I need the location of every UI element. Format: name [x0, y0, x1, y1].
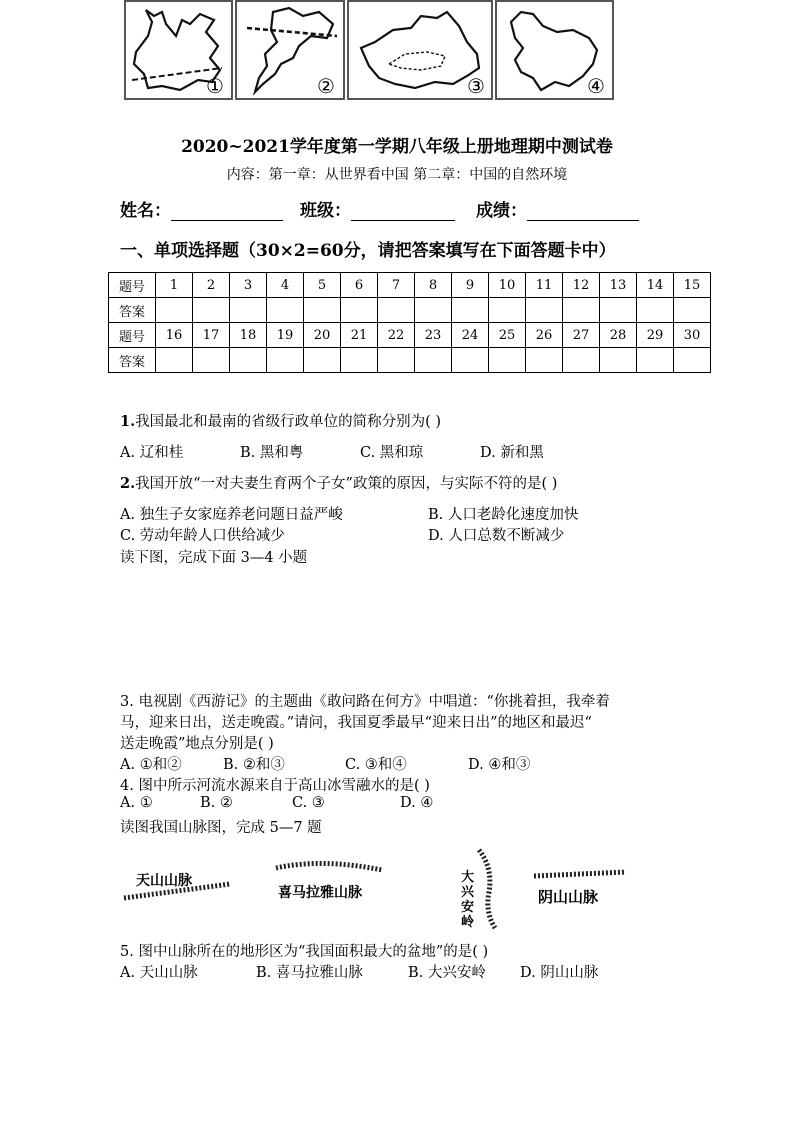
q1-option-a[interactable]: A. 辽和桂 [120, 445, 184, 461]
answer-cell[interactable] [341, 298, 378, 323]
table-row-answers-2 [109, 348, 711, 373]
num-cell: 3 [230, 273, 267, 298]
num-cell: 14 [637, 273, 674, 298]
answer-cell[interactable] [378, 348, 415, 373]
num-cell: 27 [563, 323, 600, 348]
daxinganling-char-3: 安 [461, 900, 475, 915]
num-cell: 11 [526, 273, 563, 298]
q3-option-c[interactable]: C. ③和④ [345, 757, 407, 773]
q3-option-a[interactable]: A. ①和② [120, 757, 182, 773]
map-4 [495, 0, 614, 100]
num-cell: 29 [637, 323, 674, 348]
answer-cell[interactable] [156, 298, 193, 323]
class-label: 班级： [300, 201, 351, 221]
question-3-line-1: 3. 电视剧《西游记》的主题曲《敢问路在何方》中唱道：“你挑着担，我牵着 [120, 694, 610, 710]
section-heading: 一、单项选择题（30×2=60分，请把答案填写在下面答题卡中） [120, 241, 616, 261]
q-label-cell: 题号 [109, 323, 156, 348]
name-field [120, 196, 283, 221]
q2-option-c[interactable]: C. 劳动年龄人口供给减少 [120, 528, 285, 544]
answer-cell[interactable] [563, 298, 600, 323]
q5-option-a[interactable]: A. 天山山脉 [120, 965, 198, 981]
num-cell: 24 [452, 323, 489, 348]
q3-option-b[interactable]: B. ②和③ [223, 757, 285, 773]
answer-cell[interactable] [230, 298, 267, 323]
num-cell: 23 [415, 323, 452, 348]
answer-cell[interactable] [230, 348, 267, 373]
q4-option-a[interactable]: A. ① [120, 795, 153, 811]
num-cell: 9 [452, 273, 489, 298]
answer-cell[interactable] [304, 348, 341, 373]
answer-cell[interactable] [415, 348, 452, 373]
tianshan-label: 天山山脉 [136, 873, 192, 889]
num-cell: 28 [600, 323, 637, 348]
yinshan-figure [530, 860, 630, 910]
answer-cell[interactable] [526, 348, 563, 373]
num-cell: 25 [489, 323, 526, 348]
score-field [476, 196, 639, 221]
map-3 [347, 0, 493, 100]
question-1-number: 1. [120, 413, 136, 430]
question-2-stem [120, 472, 557, 493]
map-1-label: ① [206, 74, 224, 98]
q-label-cell: 题号 [109, 273, 156, 298]
answer-cell[interactable] [267, 348, 304, 373]
q5-option-c[interactable]: B. 大兴安岭 [408, 965, 486, 981]
answer-cell[interactable] [600, 348, 637, 373]
q1-option-c[interactable]: C. 黑和琼 [360, 445, 424, 461]
answer-cell[interactable] [563, 348, 600, 373]
name-label: 姓名： [120, 201, 171, 221]
num-cell: 19 [267, 323, 304, 348]
exam-title: 2020~2021学年度第一学期八年级上册地理期中测试卷 [181, 137, 613, 157]
answer-cell[interactable] [341, 348, 378, 373]
num-cell: 6 [341, 273, 378, 298]
q3-option-d[interactable]: D. ④和③ [468, 757, 531, 773]
question-3-line-3: 送走晚霞”地点分别是( ) [120, 736, 274, 752]
num-cell: 15 [674, 273, 711, 298]
daxinganling-label [461, 870, 474, 930]
answer-cell[interactable] [452, 348, 489, 373]
num-cell: 16 [156, 323, 193, 348]
answer-cell[interactable] [452, 298, 489, 323]
himalaya-figure [272, 858, 387, 908]
question-1-text: 我国最北和最南的省级行政单位的简称分别为( ) [135, 414, 442, 430]
name-blank[interactable] [171, 202, 283, 221]
answer-cell[interactable] [378, 298, 415, 323]
num-cell: 12 [563, 273, 600, 298]
map-instruction-2: 读图我国山脉图，完成 5—7 题 [120, 820, 322, 836]
q4-option-c[interactable]: C. ③ [292, 795, 325, 811]
q5-option-b[interactable]: B. 喜马拉雅山脉 [256, 965, 363, 981]
num-cell: 7 [378, 273, 415, 298]
a-label-cell: 答案 [109, 298, 156, 323]
answer-cell[interactable] [637, 298, 674, 323]
num-cell: 18 [230, 323, 267, 348]
num-cell: 22 [378, 323, 415, 348]
answer-cell[interactable] [489, 348, 526, 373]
question-1-stem [120, 410, 441, 431]
question-4-stem: 4. 图中所示河流水源来自于高山冰雪融水的是( ) [120, 778, 430, 794]
answer-cell[interactable] [674, 298, 711, 323]
num-cell: 26 [526, 323, 563, 348]
score-label: 成绩： [476, 201, 527, 221]
score-blank[interactable] [527, 202, 639, 221]
q5-option-d[interactable]: D. 阴山山脉 [520, 965, 599, 981]
table-row-numbers-1 [109, 273, 711, 298]
answer-table [108, 272, 711, 373]
map-2-label: ② [317, 74, 335, 98]
num-cell: 10 [489, 273, 526, 298]
q4-option-d[interactable]: D. ④ [400, 795, 434, 811]
tianshan-figure [120, 860, 235, 905]
map-instruction-1: 读下图，完成下面 3—4 小题 [120, 550, 308, 566]
num-cell: 17 [193, 323, 230, 348]
answer-cell[interactable] [489, 298, 526, 323]
map-1 [124, 0, 233, 100]
class-blank[interactable] [351, 202, 455, 221]
q4-option-b[interactable]: B. ② [200, 795, 233, 811]
q2-option-a[interactable]: A. 独生子女家庭养老问题日益严峻 [120, 507, 343, 523]
answer-cell[interactable] [193, 348, 230, 373]
num-cell: 5 [304, 273, 341, 298]
num-cell: 13 [600, 273, 637, 298]
question-3-line-2: 马，迎来日出，送走晚霞。”请问，我国夏季最早“迎来日出”的地区和最迟“ [120, 715, 592, 731]
map-4-label: ④ [587, 74, 605, 98]
q2-option-d[interactable]: D. 人口总数不断减少 [428, 528, 565, 544]
a-label-cell: 答案 [109, 348, 156, 373]
table-row-numbers-2 [109, 323, 711, 348]
daxinganling-figure [455, 848, 505, 930]
answer-cell[interactable] [600, 298, 637, 323]
answer-cell[interactable] [674, 348, 711, 373]
answer-cell[interactable] [637, 348, 674, 373]
num-cell: 21 [341, 323, 378, 348]
daxinganling-char-2: 兴 [461, 885, 475, 900]
answer-cell[interactable] [415, 298, 452, 323]
num-cell: 4 [267, 273, 304, 298]
question-2-text: 我国开放“一对夫妻生育两个子女”政策的原因，与实际不符的是( ) [135, 476, 558, 492]
q2-option-b[interactable]: B. 人口老龄化速度加快 [428, 507, 579, 523]
question-2-number: 2. [120, 475, 136, 492]
num-cell: 8 [415, 273, 452, 298]
yinshan-label: 阴山山脉 [538, 888, 599, 906]
class-field [300, 196, 455, 221]
daxinganling-char-4: 岭 [461, 915, 475, 930]
answer-cell[interactable] [267, 298, 304, 323]
num-cell: 20 [304, 323, 341, 348]
exam-subtitle: 内容：第一章：从世界看中国 第二章：中国的自然环境 [226, 167, 568, 183]
map-2 [235, 0, 345, 100]
daxinganling-char-1: 大 [461, 870, 475, 885]
himalaya-label: 喜马拉雅山脉 [278, 885, 362, 901]
answer-cell[interactable] [156, 348, 193, 373]
answer-cell[interactable] [526, 298, 563, 323]
map-3-label: ③ [467, 74, 485, 98]
num-cell: 1 [156, 273, 193, 298]
answer-cell[interactable] [193, 298, 230, 323]
num-cell: 2 [193, 273, 230, 298]
num-cell: 30 [674, 323, 711, 348]
answer-cell[interactable] [304, 298, 341, 323]
q1-option-b[interactable]: B. 黑和粤 [240, 445, 304, 461]
q1-option-d[interactable]: D. 新和黑 [480, 445, 544, 461]
table-row-answers-1 [109, 298, 711, 323]
question-5-stem: 5. 图中山脉所在的地形区为“我国面积最大的盆地”的是( ) [120, 944, 489, 960]
